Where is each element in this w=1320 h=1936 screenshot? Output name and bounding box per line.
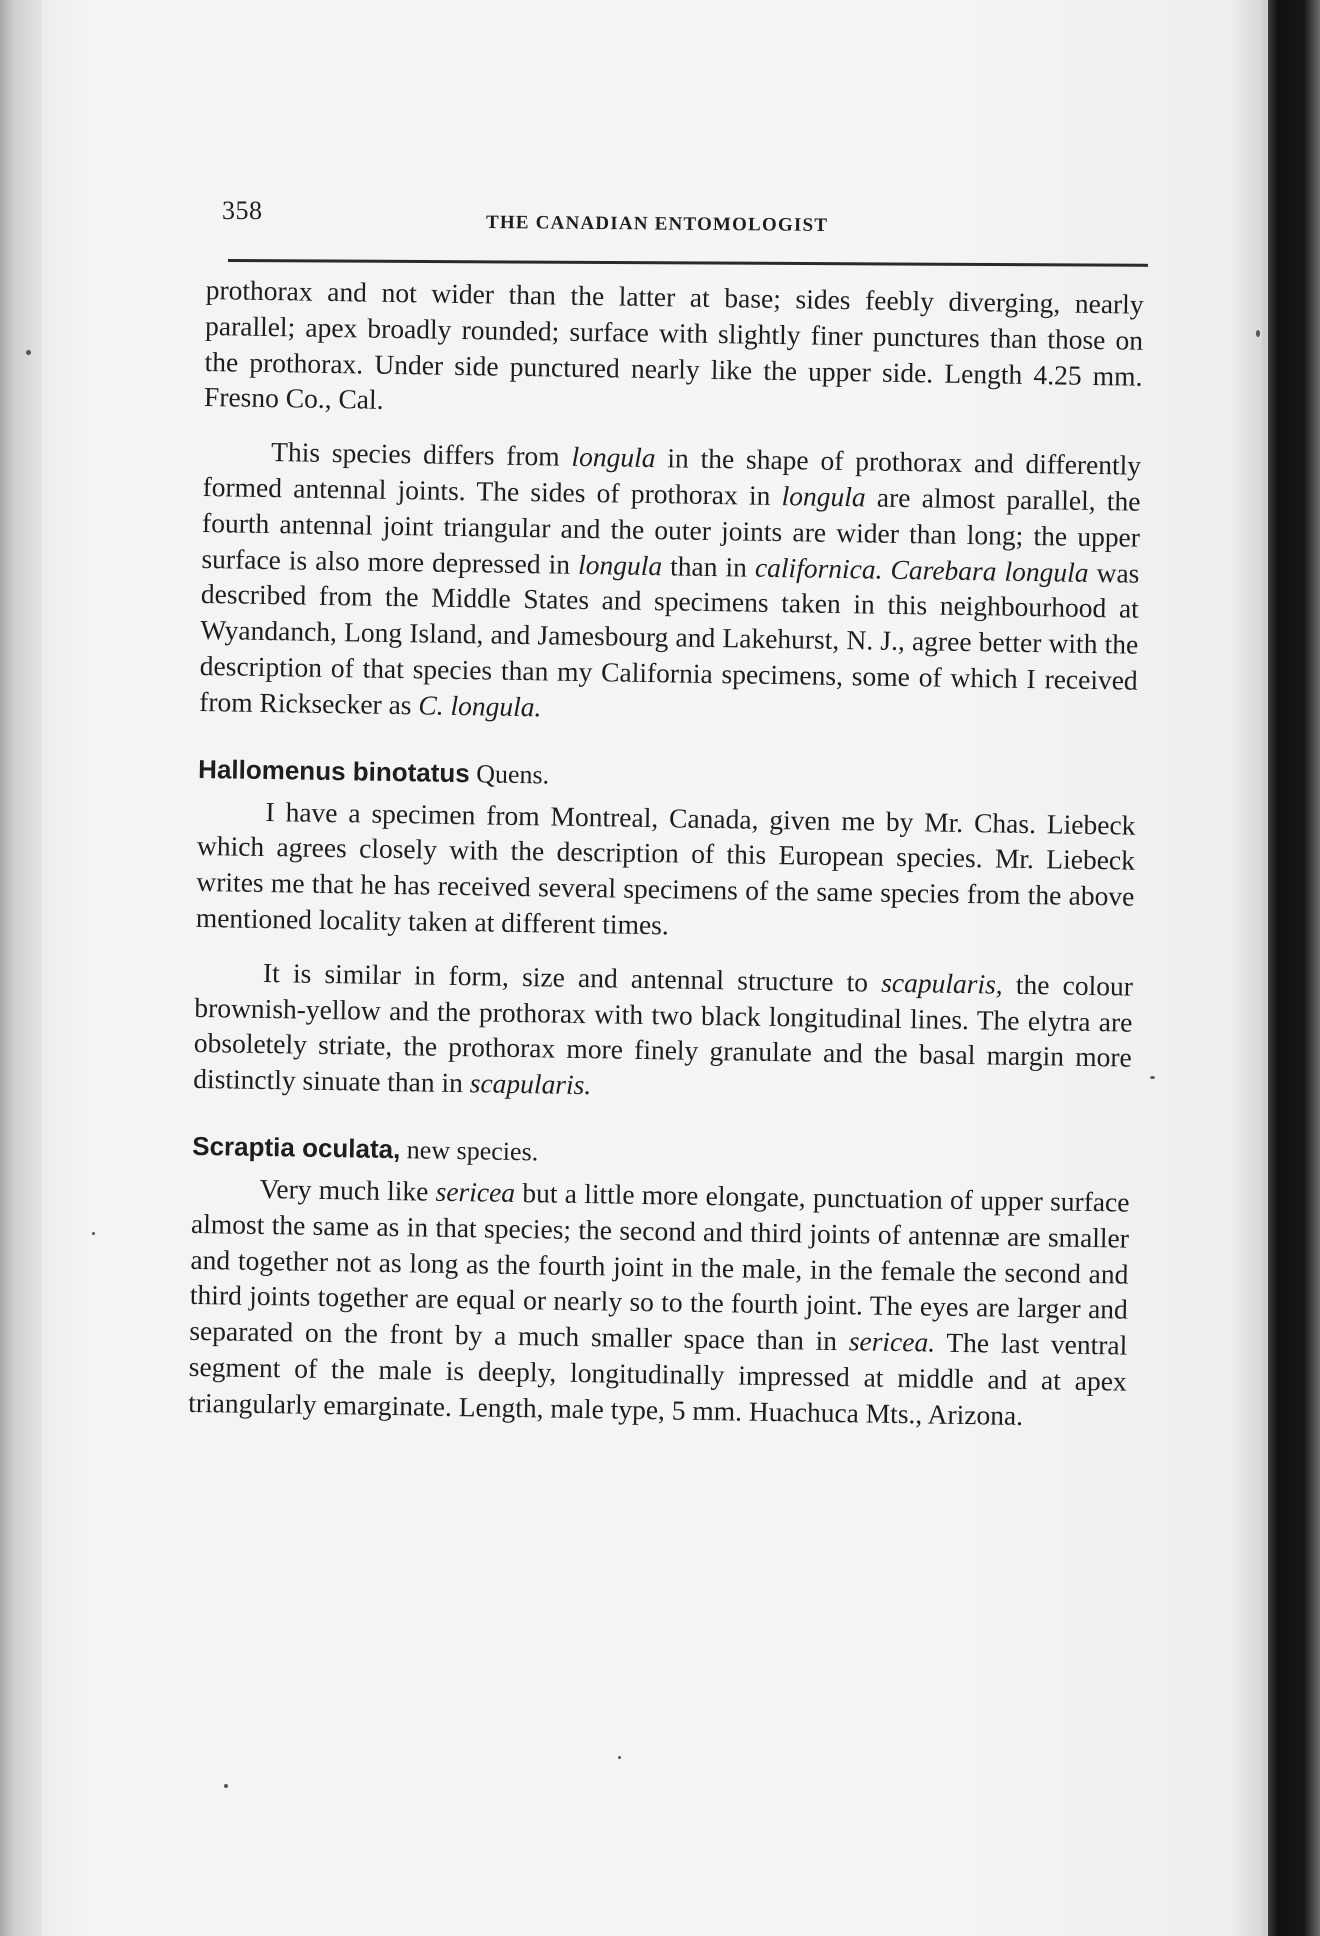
- header-rule: [228, 259, 1148, 267]
- species-name: Hallomenus binotatus: [197, 753, 470, 788]
- scan-speck: [26, 350, 31, 355]
- species-author: Quens.: [469, 758, 550, 790]
- paragraph-scraptia-description: Very much like sericea but a little more elongate, punctuation of upper surface almost the same as in that species; the second and third joints of antennæ are smaller and together not as long as the fourth joint in the male, in the female the second and third joints together are equal or nearly so to the fourth joint. The eyes are larger and separated on the front by a much smaller space than in sericea. The last ventral segment of the male is deeply, longitudinally impressed at middle and at apex triangularly emarginate. Length, male type, 5 mm. Huachuca Mts., Arizona.: [188, 1172, 1130, 1431]
- running-head: [200, 192, 1150, 236]
- page-left-edge-shadow: [0, 0, 42, 1936]
- page-body: [188, 272, 1144, 1435]
- paragraph-hallomenus-description: It is similar in form, size and antennal structure to scapularis, the colour brownish-yellow and the prothorax with two black longitudinal lines. The elytra are obsoletely striate, the prothorax more finely granulate and the basal margin more distinctly sinuate than in scapularis.: [193, 956, 1134, 1101]
- paragraph-continued-description: prothorax and not wider than the latter at base; sides feebly diverging, nearly parallel; apex broadly rounded; surface with slightly finer punctures than those on the prothorax. Under side punctured nearly like the upper side. Length 4.25 mm. Fresno Co., Cal.: [203, 273, 1144, 416]
- species-name: Scraptia oculata,: [192, 1130, 401, 1165]
- page-number: 358: [222, 196, 263, 225]
- paragraph-hallomenus-specimen: I have a specimen from Montreal, Canada, given me by Mr. Chas. Liebeck which agrees closely with the description of this European species. Mr. Liebeck writes me that he has received several specimens of the same species from the above mentioned locality taken at different times.: [195, 795, 1136, 941]
- scan-speck: [618, 1756, 621, 1759]
- scan-speck: [1256, 330, 1260, 337]
- book-spine-shadow: [1268, 0, 1320, 1936]
- scan-speck: [224, 1784, 228, 1788]
- scan-speck: [1150, 1076, 1155, 1079]
- scan-speck: [92, 1232, 95, 1235]
- paragraph-comparison-longula: This species differs from longula in the shape of prothorax and differently formed antennal joints. The sides of prothorax in longula are almost parallel, the fourth antennal joint triangular and the outer joints are wider than long; the upper surface is also more depressed in longula than in californica. Carebara longula was described from the Middle States and specimens taken in this neighbourhood at Wyandanch, Long Island, and Jamesbourg and Lakehurst, N. J., agree better with the description of that species than my California specimens, some of which I received from Ricksecker as C. longula.: [199, 436, 1142, 723]
- species-author: new species.: [400, 1135, 539, 1167]
- journal-title: THE CANADIAN ENTOMOLOGIST: [485, 212, 829, 236]
